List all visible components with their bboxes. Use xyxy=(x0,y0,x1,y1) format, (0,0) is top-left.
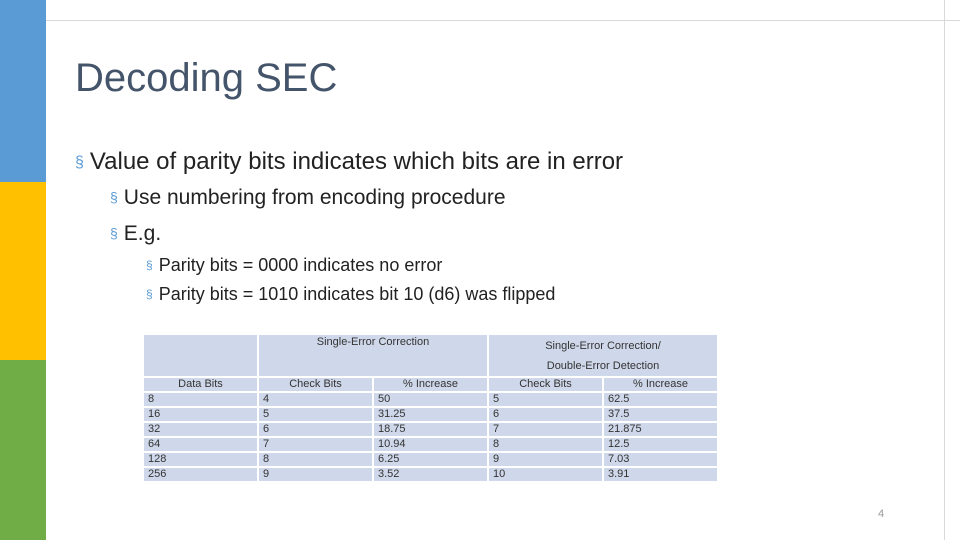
bullet-level3 xyxy=(146,284,555,305)
table-row xyxy=(143,392,718,407)
bullet-level2 xyxy=(110,186,506,210)
table-cell: 5 xyxy=(258,407,373,422)
page-number: 4 xyxy=(878,508,885,520)
table-cell: 7.03 xyxy=(603,452,718,467)
table-cell: 6 xyxy=(488,407,603,422)
table-row xyxy=(143,437,718,452)
table-cell: 3.91 xyxy=(603,467,718,482)
table-cell: 32 xyxy=(143,422,258,437)
table-cell: 9 xyxy=(488,452,603,467)
right-rule xyxy=(944,0,945,540)
table-cell: 10.94 xyxy=(373,437,488,452)
table-cell: 6.25 xyxy=(373,452,488,467)
bullet-level3 xyxy=(146,255,442,276)
table-cell: 37.5 xyxy=(603,407,718,422)
bullet-marker: § xyxy=(146,258,153,272)
table-column-header: % Increase xyxy=(603,377,718,392)
table-row xyxy=(143,467,718,482)
table-header-sec: Single-Error Correction xyxy=(258,334,488,377)
accent-bar-green xyxy=(0,360,46,540)
table-cell: 7 xyxy=(488,422,603,437)
bullet-marker: § xyxy=(146,287,153,301)
bullet-marker: § xyxy=(110,225,118,241)
table-cell: 8 xyxy=(258,452,373,467)
table-column-header: Check Bits xyxy=(488,377,603,392)
table-header-secded-line2: Double-Error Detection xyxy=(546,360,660,372)
table-cell: 7 xyxy=(258,437,373,452)
top-rule xyxy=(46,20,960,21)
accent-bar-blue xyxy=(0,0,46,182)
table-cell: 5 xyxy=(488,392,603,407)
table-header-secded xyxy=(488,334,718,377)
table-row xyxy=(143,422,718,437)
table-cell: 4 xyxy=(258,392,373,407)
bullet-level2 xyxy=(110,222,161,246)
table-column-header: % Increase xyxy=(373,377,488,392)
table-cell: 64 xyxy=(143,437,258,452)
table-cell: 6 xyxy=(258,422,373,437)
table-cell: 256 xyxy=(143,467,258,482)
bullet-level1 xyxy=(75,148,623,176)
table-cell: 8 xyxy=(143,392,258,407)
bullet-text: Parity bits = 1010 indicates bit 10 (d6) was flipped xyxy=(158,284,556,304)
accent-bar-yellow xyxy=(0,182,46,360)
table-cell: 62.5 xyxy=(603,392,718,407)
table-header-secded-line1: Single-Error Correction/ xyxy=(545,340,661,352)
table-row xyxy=(143,452,718,467)
table-cell: 12.5 xyxy=(603,437,718,452)
bullet-text: Parity bits = 0000 indicates no error xyxy=(158,255,443,275)
table-cell: 31.25 xyxy=(373,407,488,422)
table-body xyxy=(143,392,718,482)
table-row xyxy=(143,407,718,422)
ecc-comparison-table xyxy=(142,333,719,483)
table-column-header: Data Bits xyxy=(143,377,258,392)
table-cell: 8 xyxy=(488,437,603,452)
bullet-text: Value of parity bits indicates which bits are in error xyxy=(89,148,624,175)
table-header-empty xyxy=(143,334,258,377)
table-cell: 21.875 xyxy=(603,422,718,437)
table-cell: 50 xyxy=(373,392,488,407)
table-cell: 9 xyxy=(258,467,373,482)
table-column-header-row xyxy=(143,377,718,392)
table-cell: 18.75 xyxy=(373,422,488,437)
slide-title: Decoding SEC xyxy=(75,56,338,100)
table-column-header: Check Bits xyxy=(258,377,373,392)
table-cell: 128 xyxy=(143,452,258,467)
bullet-text: E.g. xyxy=(123,222,162,245)
bullet-marker: § xyxy=(75,154,84,171)
table-cell: 10 xyxy=(488,467,603,482)
table-cell: 3.52 xyxy=(373,467,488,482)
table-cell: 16 xyxy=(143,407,258,422)
bullet-text: Use numbering from encoding procedure xyxy=(123,186,506,209)
bullet-marker: § xyxy=(110,189,118,205)
table-group-header-row xyxy=(143,334,718,377)
